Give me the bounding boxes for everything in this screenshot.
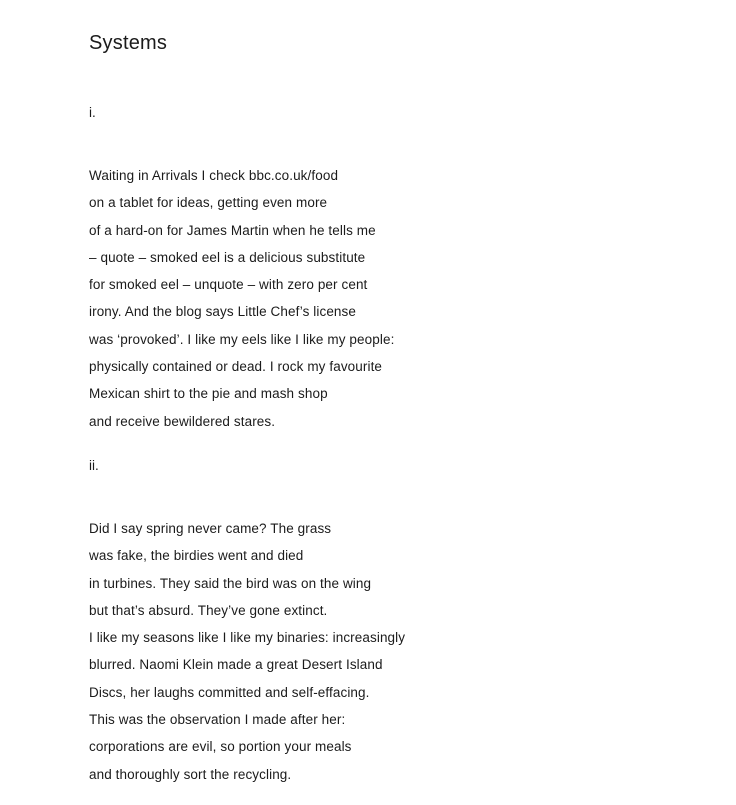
- poem-line: was ‘provoked’. I like my eels like I like my people:: [89, 331, 395, 347]
- stanza-ii: [89, 515, 696, 788]
- poem-line: blurred. Naomi Klein made a great Desert Island: [89, 657, 383, 673]
- poem-line: for smoked eel – unquote – with zero per cent: [89, 277, 368, 293]
- poem-line: but that’s absurd. They’ve gone extinct.: [89, 602, 328, 618]
- poem-line: in turbines. They said the bird was on the wing: [89, 575, 372, 591]
- poem-title: Systems: [89, 32, 168, 54]
- poem-line: on a tablet for ideas, getting even more: [89, 195, 328, 211]
- poem-line: Mexican shirt to the pie and mash shop: [89, 386, 328, 402]
- section-label-i: i.: [89, 105, 96, 120]
- poem-line: Waiting in Arrivals I check bbc.co.uk/food: [89, 168, 339, 183]
- poem-line: This was the observation I made after her:: [89, 712, 346, 728]
- poem-line: I like my seasons like I like my binaries: increasingly: [89, 630, 406, 646]
- poem-line: physically contained or dead. I rock my favourite: [89, 359, 383, 375]
- poem-line: Did I say spring never came? The grass: [89, 520, 332, 536]
- poem-line: Discs, her laughs committed and self-effacing.: [89, 684, 370, 700]
- poem-line: of a hard-on for James Martin when he tells me: [89, 222, 376, 238]
- poem-line: and thoroughly sort the recycling.: [89, 766, 292, 782]
- poem-line: corporations are evil, so portion your meals: [89, 739, 352, 755]
- stanza-i: [89, 162, 696, 435]
- poem-line: – quote – smoked eel is a delicious substitute: [89, 249, 366, 265]
- poem-line: was fake, the birdies went and died: [89, 548, 304, 564]
- section-label-ii: ii.: [89, 457, 99, 473]
- poem-line: and receive bewildered stares.: [89, 413, 276, 429]
- poem-line: irony. And the blog says Little Chef’s license: [89, 304, 356, 320]
